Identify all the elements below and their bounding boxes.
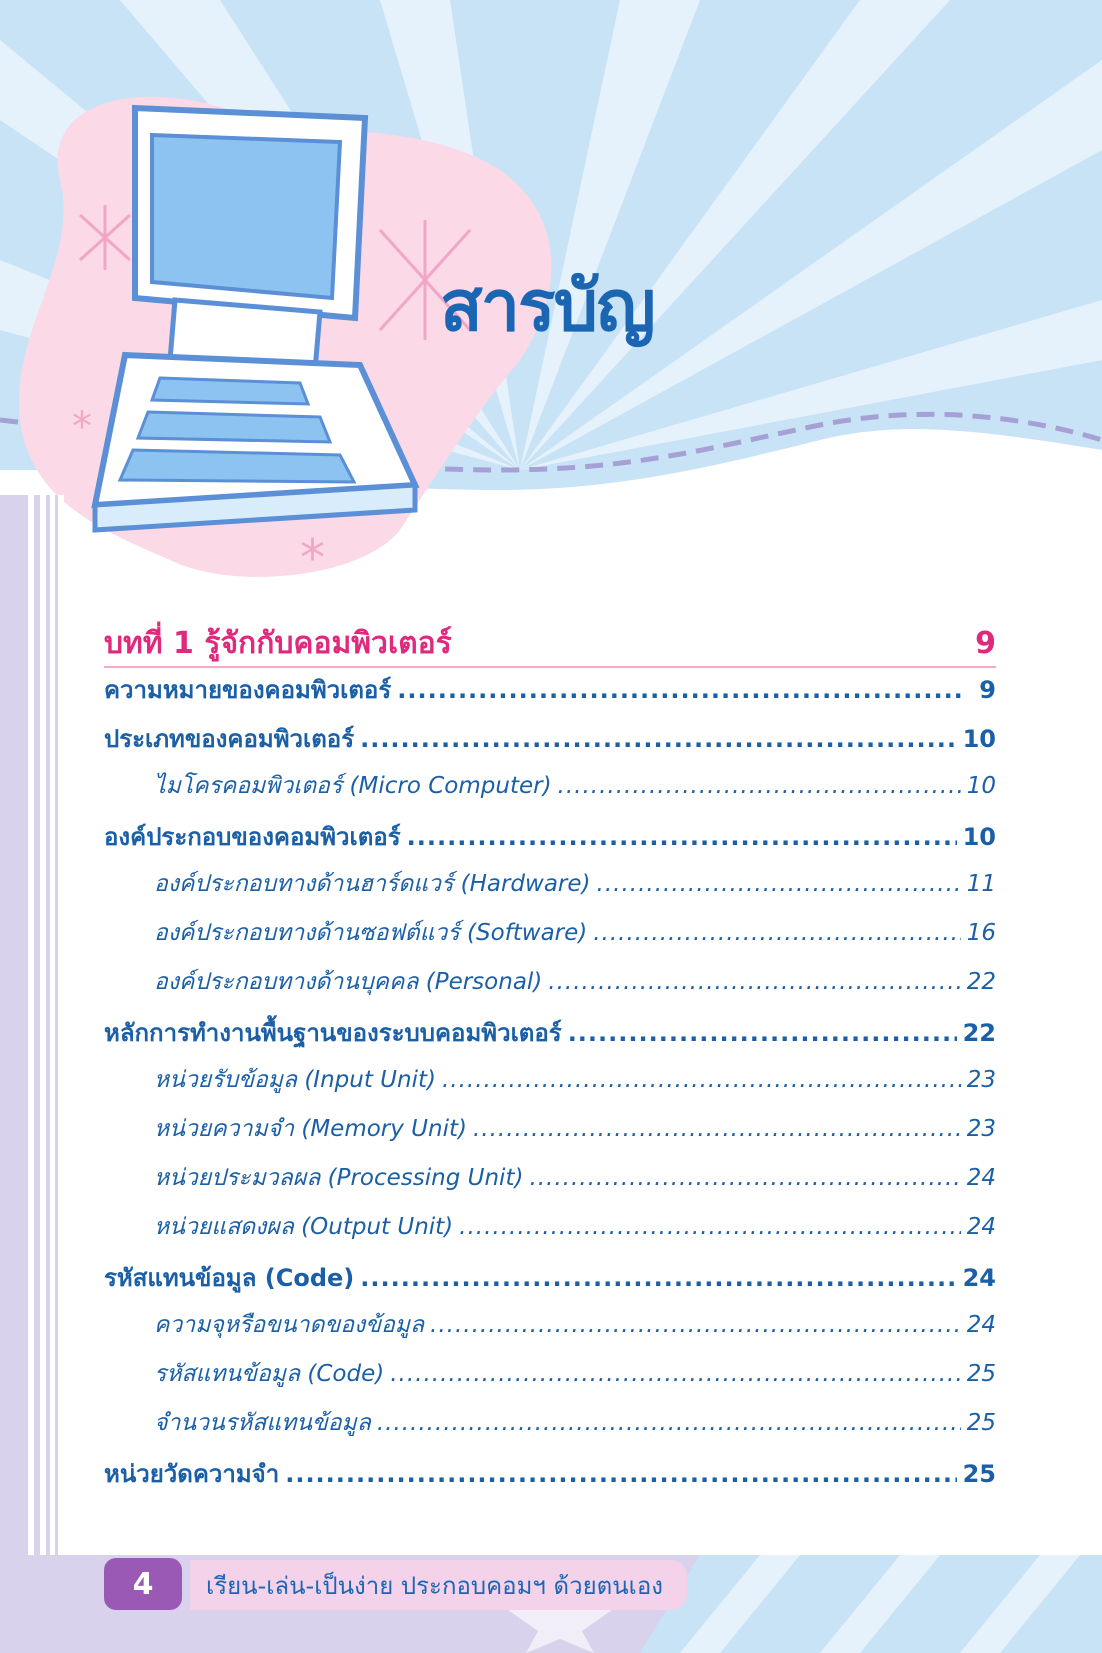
- toc-entry-title: ความจุหรือขนาดของข้อมูล: [154, 1312, 425, 1338]
- svg-text:*: *: [300, 529, 325, 587]
- toc-entry-title: ประเภทของคอมพิวเตอร์: [104, 725, 355, 753]
- toc-entry-title: หน่วยความจำ (Memory Unit): [154, 1116, 467, 1142]
- toc-entry-title: ความหมายของคอมพิวเตอร์: [104, 676, 392, 704]
- toc-subentry[interactable]: [104, 1405, 996, 1454]
- toc-subentry[interactable]: [104, 1062, 996, 1111]
- toc-entry-title: องค์ประกอบทางด้านฮาร์ดแวร์ (Hardware): [154, 871, 591, 897]
- dot-leader: [360, 725, 957, 753]
- dot-leader: [473, 1116, 961, 1142]
- toc-entry-page: 10: [962, 823, 996, 851]
- toc-entry-page: 10: [966, 773, 996, 799]
- toc-entry-page: 25: [966, 1410, 996, 1436]
- toc-entry-page: 22: [966, 969, 996, 995]
- dot-leader: [548, 969, 960, 995]
- toc-subentry[interactable]: [104, 1160, 996, 1209]
- toc-subentry[interactable]: [104, 1356, 996, 1405]
- dot-leader: [442, 1067, 961, 1093]
- toc-entry-title: รหัสแทนข้อมูล (Code): [104, 1264, 355, 1292]
- toc-entry[interactable]: [104, 670, 996, 719]
- chapter-page: 9: [975, 626, 996, 661]
- toc-subentry[interactable]: [104, 866, 996, 915]
- table-of-contents: [104, 620, 996, 1503]
- dot-leader: [568, 1019, 957, 1047]
- dot-leader: [360, 1264, 956, 1292]
- dot-leader: [390, 1361, 961, 1387]
- dot-leader: [285, 1460, 956, 1488]
- dot-leader: [558, 773, 961, 799]
- toc-entry-title: องค์ประกอบทางด้านซอฟต์แวร์ (Software): [154, 920, 588, 946]
- toc-entry-page: 24: [966, 1312, 996, 1338]
- toc-entry-title: จำนวนรหัสแทนข้อมูล: [154, 1410, 371, 1436]
- toc-entry-title: รหัสแทนข้อมูล (Code): [154, 1361, 385, 1387]
- toc-entry-page: 9: [979, 676, 996, 704]
- chapter-heading[interactable]: [104, 620, 996, 668]
- dot-leader: [407, 823, 957, 851]
- toc-entry-page: 23: [966, 1067, 996, 1093]
- toc-entry-page: 24: [966, 1165, 996, 1191]
- toc-entry-page: 23: [966, 1116, 996, 1142]
- dot-leader: [529, 1165, 960, 1191]
- chapter-title: บทที่ 1 รู้จักกับคอมพิวเตอร์: [104, 626, 452, 661]
- dot-leader: [593, 920, 960, 946]
- book-title: เรียน-เล่น-เป็นง่าย ประกอบคอมฯ ด้วยตนเอง: [190, 1560, 687, 1610]
- toc-subentry[interactable]: [104, 768, 996, 817]
- toc-entry-title: หน่วยวัดความจำ: [104, 1460, 280, 1488]
- dot-leader: [377, 1410, 961, 1436]
- toc-subentry[interactable]: [104, 1209, 996, 1258]
- toc-subentry[interactable]: [104, 1111, 996, 1160]
- dot-leader: [397, 676, 962, 704]
- toc-entry-page: 16: [966, 920, 996, 946]
- toc-entry-page: 10: [962, 725, 996, 753]
- toc-entry-title: หลักการทำงานพื้นฐานของระบบคอมพิวเตอร์: [104, 1019, 562, 1047]
- page-title: สารบัญ: [440, 265, 654, 347]
- dot-leader: [459, 1214, 961, 1240]
- left-stripes: [0, 495, 64, 1555]
- toc-entry-title: หน่วยแสดงผล (Output Unit): [154, 1214, 454, 1240]
- toc-entry-title: องค์ประกอบทางด้านบุคคล (Personal): [154, 969, 543, 995]
- page-number-badge: 4: [104, 1558, 182, 1610]
- dot-leader: [430, 1312, 961, 1338]
- dot-leader: [597, 871, 961, 897]
- toc-entry[interactable]: [104, 719, 996, 768]
- toc-entry-page: 11: [966, 871, 996, 897]
- toc-entry-title: หน่วยรับข้อมูล (Input Unit): [154, 1067, 436, 1093]
- toc-entry-title: ไมโครคอมพิวเตอร์ (Micro Computer): [154, 773, 552, 799]
- toc-subentry[interactable]: [104, 915, 996, 964]
- toc-entry[interactable]: [104, 1013, 996, 1062]
- toc-entry-title: องค์ประกอบของคอมพิวเตอร์: [104, 823, 401, 851]
- star-decoration: *: [72, 404, 92, 450]
- toc-entry[interactable]: [104, 817, 996, 866]
- toc-entry-page: 22: [962, 1019, 996, 1047]
- toc-subentry[interactable]: [104, 964, 996, 1013]
- toc-entry-page: 24: [966, 1214, 996, 1240]
- toc-entry-page: 25: [962, 1460, 996, 1488]
- toc-entry-page: 25: [966, 1361, 996, 1387]
- toc-entry[interactable]: [104, 1454, 996, 1503]
- toc-subentry[interactable]: [104, 1307, 996, 1356]
- toc-entry-title: หน่วยประมวลผล (Processing Unit): [154, 1165, 524, 1191]
- toc-entry-page: 24: [962, 1264, 996, 1292]
- toc-entry[interactable]: [104, 1258, 996, 1307]
